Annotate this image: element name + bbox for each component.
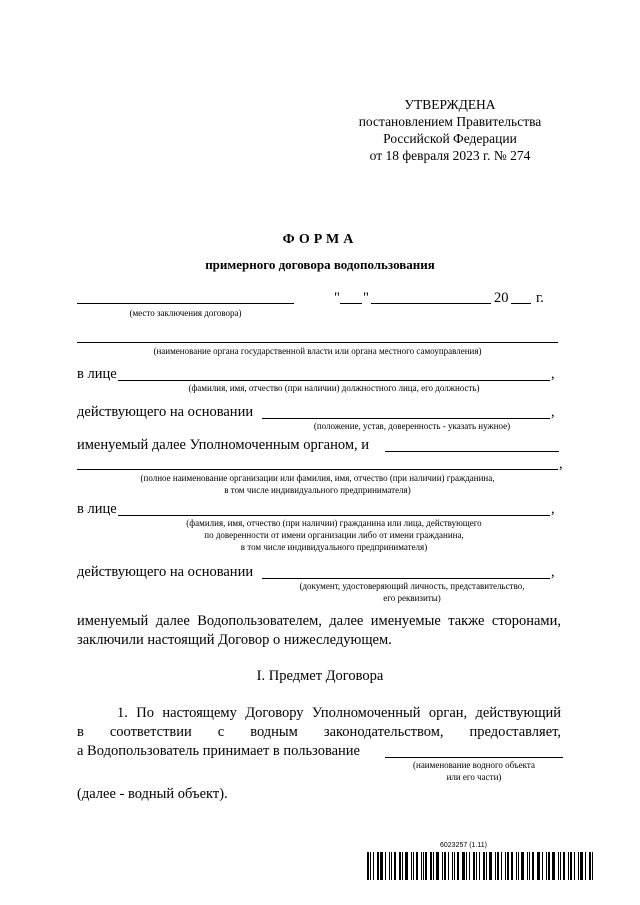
paragraph-line: в соответствии с водным законодательством, предоставляет, <box>77 724 561 740</box>
water-object-caption: или его части) <box>446 772 502 782</box>
barcode-bar <box>448 852 449 880</box>
barcode-bar <box>462 852 465 880</box>
in-person-label: в лице <box>77 501 117 517</box>
barcode-bar <box>483 852 485 880</box>
barcode-bar <box>486 852 487 880</box>
barcode-bar <box>416 852 418 880</box>
barcode-bar <box>560 852 561 880</box>
comma: , <box>551 564 555 580</box>
barcode-bar <box>442 852 443 880</box>
barcode-number: 6023257 (1.11) <box>440 842 487 849</box>
organization-field-line[interactable] <box>77 469 558 470</box>
barcode-bar <box>466 852 467 880</box>
barcode-bar <box>425 852 427 880</box>
identity-doc-caption: (документ, удостоверяющий личность, представительство, <box>299 581 525 591</box>
closing-paragraph <box>77 612 561 650</box>
barcode-bar <box>518 852 519 880</box>
basis-caption: (положение, устав, доверенность - указать нужное) <box>313 421 511 431</box>
barcode-bar <box>370 852 371 880</box>
barcode-bar <box>479 852 480 880</box>
closing-line: заключили настоящий Договор о нижеследующем. <box>77 632 392 648</box>
day-field-line[interactable] <box>340 303 362 304</box>
named-authority-text: именуемый далее Уполномоченным органом, и <box>77 437 370 453</box>
barcode-bar <box>548 852 550 880</box>
representative-caption: (фамилия, имя, отчество (при наличии) гражданина или лица, действующего <box>186 518 482 528</box>
section-paragraph <box>77 704 561 742</box>
acting-basis-label: действующего на основании <box>77 564 254 580</box>
barcode-bar <box>527 852 528 880</box>
basis-field-line[interactable] <box>262 418 550 419</box>
approval-line: Российской Федерации <box>383 131 517 146</box>
barcode-bar <box>537 852 538 880</box>
barcode-bar <box>430 852 432 880</box>
quote-close: " <box>363 290 369 306</box>
barcode-bar <box>570 852 572 880</box>
representative-caption: в том числе индивидуального предпринимателя) <box>240 542 428 552</box>
approval-date: от 18 февраля 2023 г. № 274 <box>369 148 531 163</box>
barcode-bar <box>402 852 403 880</box>
barcode-bar <box>385 852 386 880</box>
barcode-bar <box>529 852 530 880</box>
representative-caption: по доверенности от имени организации либо от имени гражданина, <box>204 530 464 540</box>
paragraph-line: а Водопользователь принимает в пользование <box>77 743 360 759</box>
barcode-bar <box>552 852 555 880</box>
year-field-line[interactable] <box>511 303 531 304</box>
barcode-bar <box>521 852 524 880</box>
year-prefix: 20 <box>494 290 509 306</box>
barcode-bar <box>469 852 470 880</box>
barcode-bar <box>436 852 439 880</box>
barcode-bar <box>411 852 412 880</box>
barcode-bar <box>454 852 455 880</box>
organization-caption: (полное наименование организации или фамилия, имя, отчество (при наличии) гражданина, <box>140 473 495 483</box>
barcode-bar <box>421 852 422 880</box>
barcode-bar <box>578 852 579 880</box>
barcode-bar <box>516 852 517 880</box>
month-field-line[interactable] <box>371 303 491 304</box>
barcode-bar <box>489 852 492 880</box>
barcode-bar <box>589 852 591 880</box>
comma: , <box>551 501 555 517</box>
barcode-bar <box>423 852 424 880</box>
barcode-bar <box>532 852 534 880</box>
barcode-bar <box>433 852 434 880</box>
quote-open: " <box>334 290 340 306</box>
barcode-bar <box>574 852 575 880</box>
place-caption: (место заключения договора) <box>129 308 242 318</box>
barcode-bar <box>380 852 383 880</box>
approval-title: УТВЕРЖДЕНА <box>404 97 496 112</box>
water-object-field-line[interactable] <box>385 757 563 758</box>
barcode-bar <box>457 852 459 880</box>
paragraph-line: (далее - водный объект). <box>77 786 228 802</box>
official-caption: (фамилия, имя, отчество (при наличии) должностного лица, его должность) <box>188 383 480 393</box>
comma: , <box>559 456 563 472</box>
barcode-bar <box>473 852 475 880</box>
authority-caption: (наименование органа государственной власти или органа местного самоуправления) <box>153 346 482 356</box>
barcode-bar <box>452 852 453 880</box>
barcode-bar <box>389 852 390 880</box>
barcode-image <box>367 852 595 880</box>
barcode-bar <box>399 852 401 880</box>
barcode-bar <box>580 852 583 880</box>
barcode-bar <box>558 852 559 880</box>
barcode-bar <box>413 852 414 880</box>
barcode-bar <box>377 852 379 880</box>
approval-line: постановлением Правительства <box>358 114 542 129</box>
barcode-bar <box>563 852 565 880</box>
barcode-bar <box>585 852 586 880</box>
barcode-bar <box>538 852 540 880</box>
closing-line: именуемый далее Водопользователем, далее именуемые также сторонами, <box>77 613 561 629</box>
barcode-bar <box>497 852 499 880</box>
barcode-bar <box>568 852 569 880</box>
comma: , <box>551 366 555 382</box>
official-field-line[interactable] <box>118 380 550 381</box>
barcode-bar <box>391 852 392 880</box>
barcode-bar <box>495 852 496 880</box>
water-object-caption: (наименование водного объекта <box>413 760 535 770</box>
place-field-line[interactable] <box>77 303 294 304</box>
barcode-bar <box>476 852 477 880</box>
paragraph-line: 1. По настоящему Договору Уполномоченный орган, действующий <box>117 705 561 721</box>
identity-doc-field-line[interactable] <box>262 578 550 579</box>
acting-basis-label: действующего на основании <box>77 404 254 420</box>
representative-field-line[interactable] <box>118 515 550 516</box>
barcode-bar <box>511 852 513 880</box>
barcode-bar <box>546 852 547 880</box>
barcode-bar <box>542 852 543 880</box>
barcode-bar <box>405 852 408 880</box>
comma: , <box>551 404 555 420</box>
counterparty-field-line[interactable] <box>385 451 559 452</box>
organization-caption: в том числе индивидуального предпринимателя) <box>224 485 411 495</box>
identity-doc-caption: его реквизиты) <box>383 593 441 603</box>
barcode-bar <box>367 852 369 880</box>
year-suffix: г. <box>536 290 544 306</box>
form-subtitle: примерного договора водопользования <box>205 257 435 272</box>
section-heading: I. Предмет Договора <box>256 668 384 684</box>
form-title: ФОРМА <box>282 232 358 247</box>
barcode-bar <box>394 852 396 880</box>
in-person-label: в лице <box>77 366 117 382</box>
barcode-bar <box>592 852 593 880</box>
barcode-bar <box>507 852 509 880</box>
barcode-bar <box>505 852 506 880</box>
approval-block <box>300 96 600 164</box>
barcode-bar <box>444 852 446 880</box>
barcode-bar <box>501 852 502 880</box>
barcode-bar <box>373 852 374 880</box>
authority-field-line[interactable] <box>77 342 558 343</box>
